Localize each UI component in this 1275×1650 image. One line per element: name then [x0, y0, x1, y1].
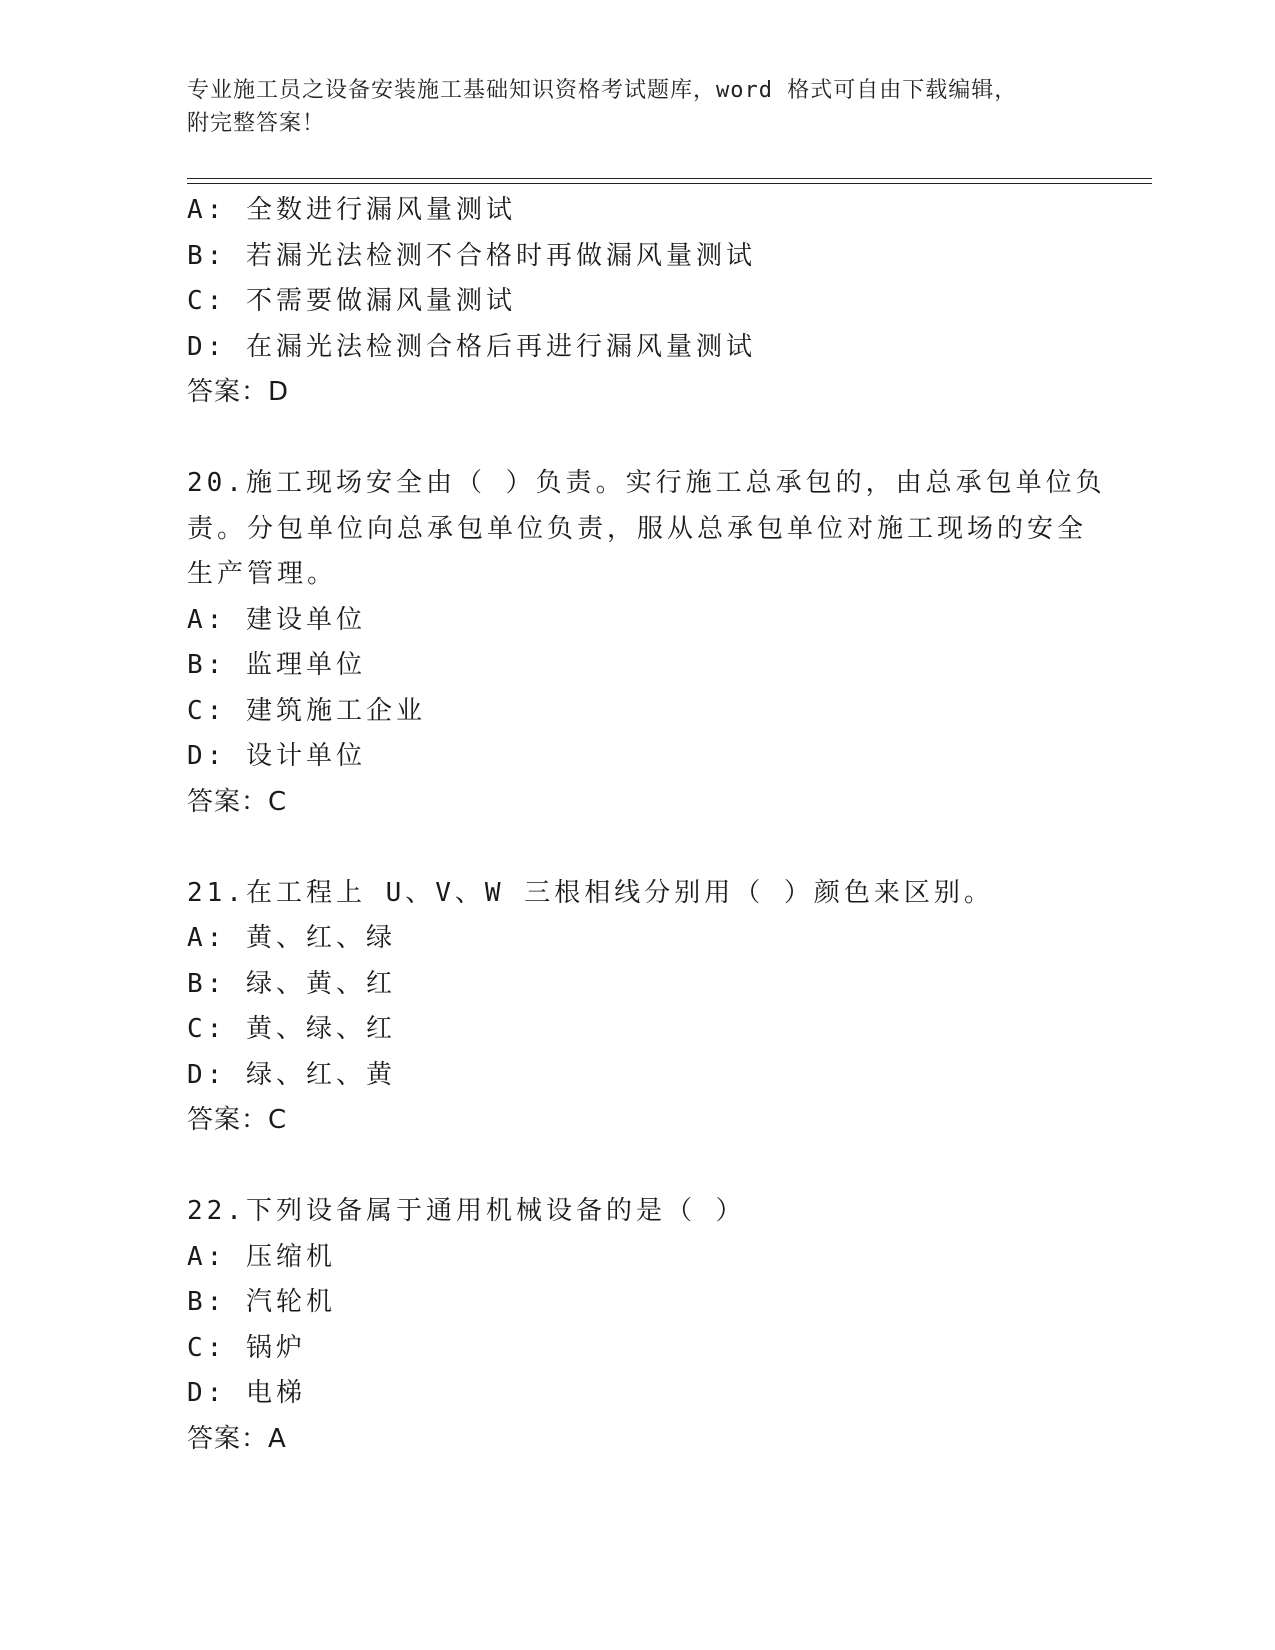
- option-b: B: 监理单位: [187, 650, 366, 680]
- answer-line: 答案：C: [187, 786, 288, 817]
- option-a: A: 全数进行漏风量测试: [187, 195, 516, 225]
- option-d: D: 设计单位: [187, 741, 366, 771]
- question-text-line: 责。分包单位向总承包单位负责，服从总承包单位对施工现场的安全: [187, 513, 1088, 544]
- answer-line: 答案：A: [187, 1423, 287, 1454]
- question-block-22: [187, 1189, 1067, 1462]
- option-d: D: 电梯: [187, 1378, 306, 1408]
- question-text-line: 21.在工程上 U、V、W 三根相线分别用（ ）颜色来区别。: [187, 877, 994, 908]
- document-header: [187, 74, 1087, 140]
- question-list: [187, 188, 1106, 1462]
- answer-line: 答案：D: [187, 377, 290, 407]
- option-a: A: 压缩机: [187, 1241, 336, 1272]
- option-a: A: 建设单位: [187, 604, 366, 635]
- option-d: D: 在漏光法检测合格后再进行漏风量测试: [187, 331, 756, 362]
- spacer: [187, 416, 1067, 462]
- option-d: D: 绿、红、黄: [187, 1059, 396, 1090]
- question-text-line: 22.下列设备属于通用机械设备的是（ ）: [187, 1196, 746, 1226]
- question-text: [187, 1189, 1067, 1235]
- option-c: C: 锅炉: [187, 1332, 306, 1363]
- spacer: [187, 825, 1067, 871]
- option-c: C: 不需要做漏风量测试: [187, 286, 516, 316]
- header-line-2: 附完整答案！: [187, 111, 326, 136]
- option-b: B: 绿、黄、红: [187, 968, 396, 999]
- question-block-21: [187, 871, 1067, 1144]
- option-c: C: 建筑施工企业: [187, 695, 426, 726]
- header-line-1: 专业施工员之设备安装施工基础知识资格考试题库，word 格式可自由下载编辑，: [187, 78, 1018, 103]
- option-c: C: 黄、绿、红: [187, 1014, 396, 1044]
- question-text-line: 20.施工现场安全由（ ）负责。实行施工总承包的，由总承包单位负: [187, 468, 1106, 498]
- option-b: B: 若漏光法检测不合格时再做漏风量测试: [187, 240, 756, 271]
- question-block-prev: [187, 188, 1067, 416]
- option-b: B: 汽轮机: [187, 1287, 336, 1317]
- option-a: A: 黄、红、绿: [187, 923, 396, 953]
- header-divider-top: [187, 178, 1152, 179]
- question-text-line: 生产管理。: [187, 559, 338, 589]
- question-block-20: [187, 461, 1106, 825]
- question-text: [187, 871, 1067, 917]
- answer-line: 答案：C: [187, 1105, 288, 1135]
- spacer: [187, 1144, 1067, 1190]
- question-text: [187, 461, 1106, 598]
- header-divider-bottom: [187, 183, 1152, 184]
